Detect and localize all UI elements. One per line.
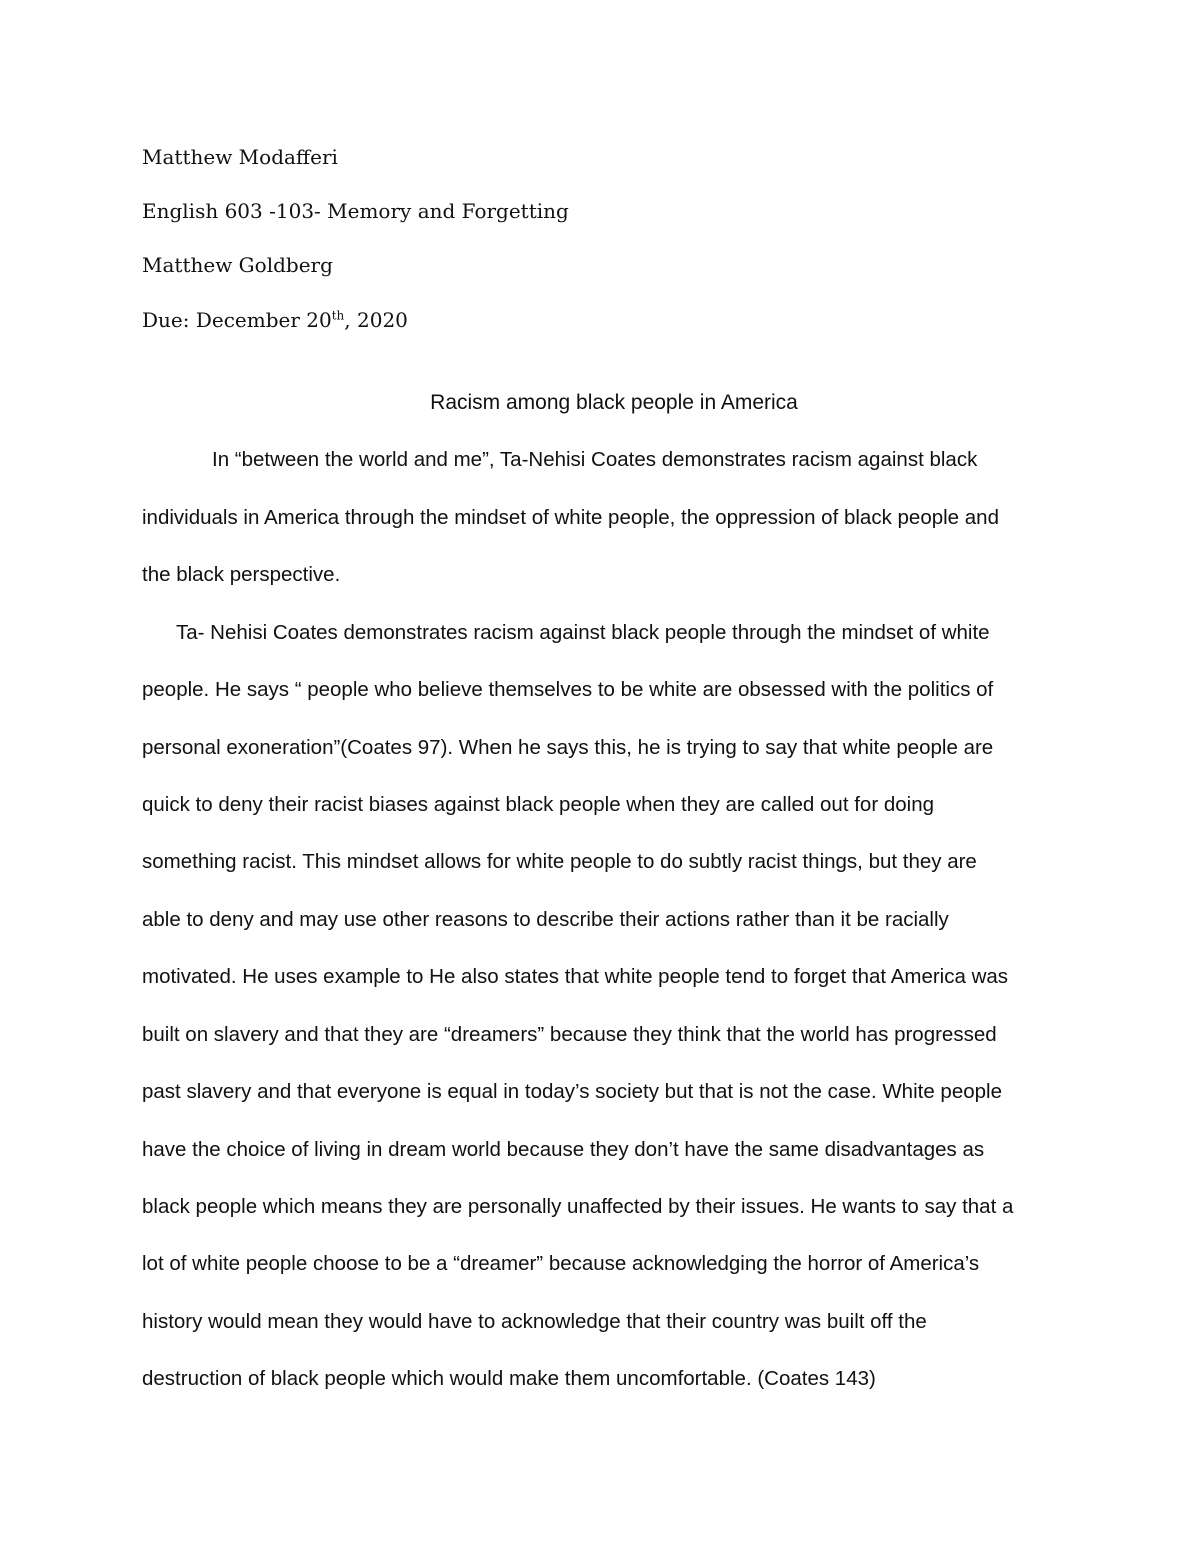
instructor-name: Matthew Goldberg [142, 253, 333, 277]
due-date-superscript: th [331, 308, 345, 323]
paragraph-line: black people which means they are personally unaffected by their issues. He wants to say that a [142, 1195, 1014, 1218]
paragraph-line: built on slavery and that they are “dreamers” because they think that the world has progressed [142, 1023, 997, 1046]
paragraph-line: past slavery and that everyone is equal in today’s society but that is not the case. White people [142, 1080, 1002, 1103]
paragraph-line: individuals in America through the mindset of white people, the oppression of black people and [142, 506, 999, 529]
paragraph-line: people. He says “ people who believe themselves to be white are obsessed with the politics of [142, 678, 994, 701]
paragraph-line: In “between the world and me”, Ta-Nehisi Coates demonstrates racism against black [212, 448, 978, 471]
paragraph-line: destruction of black people which would make them uncomfortable. (Coates 143) [142, 1367, 876, 1390]
due-date-prefix: Due: December 20 [142, 308, 332, 332]
paragraph-line: history would mean they would have to acknowledge that their country was built off the [142, 1310, 927, 1333]
paragraph-line: able to deny and may use other reasons to describe their actions rather than it be racially [142, 908, 949, 931]
author-name: Matthew Modafferi [142, 145, 338, 169]
paragraph-line: have the choice of living in dream world because they don’t have the same disadvantages as [142, 1138, 985, 1161]
paragraph-line: something racist. This mindset allows for white people to do subtly racist things, but they are [142, 850, 977, 873]
essay-title: Racism among black people in America [430, 391, 798, 414]
course-name: English 603 -103- Memory and Forgetting [142, 199, 569, 223]
paragraph-line: Ta- Nehisi Coates demonstrates racism against black people through the mindset of white [176, 621, 990, 644]
due-date [142, 306, 408, 334]
paragraph-line: motivated. He uses example to He also states that white people tend to forget that America was [142, 965, 1009, 988]
paragraph-line: quick to deny their racist biases against black people when they are called out for doing [142, 793, 935, 816]
paragraph-line: the black perspective. [142, 563, 341, 586]
paragraph-line: personal exoneration”(Coates 97). When he says this, he is trying to say that white people are [142, 736, 994, 759]
due-date-suffix: , 2020 [344, 308, 408, 332]
paragraph-line: lot of white people choose to be a “dreamer” because acknowledging the horror of America’s [142, 1252, 980, 1275]
